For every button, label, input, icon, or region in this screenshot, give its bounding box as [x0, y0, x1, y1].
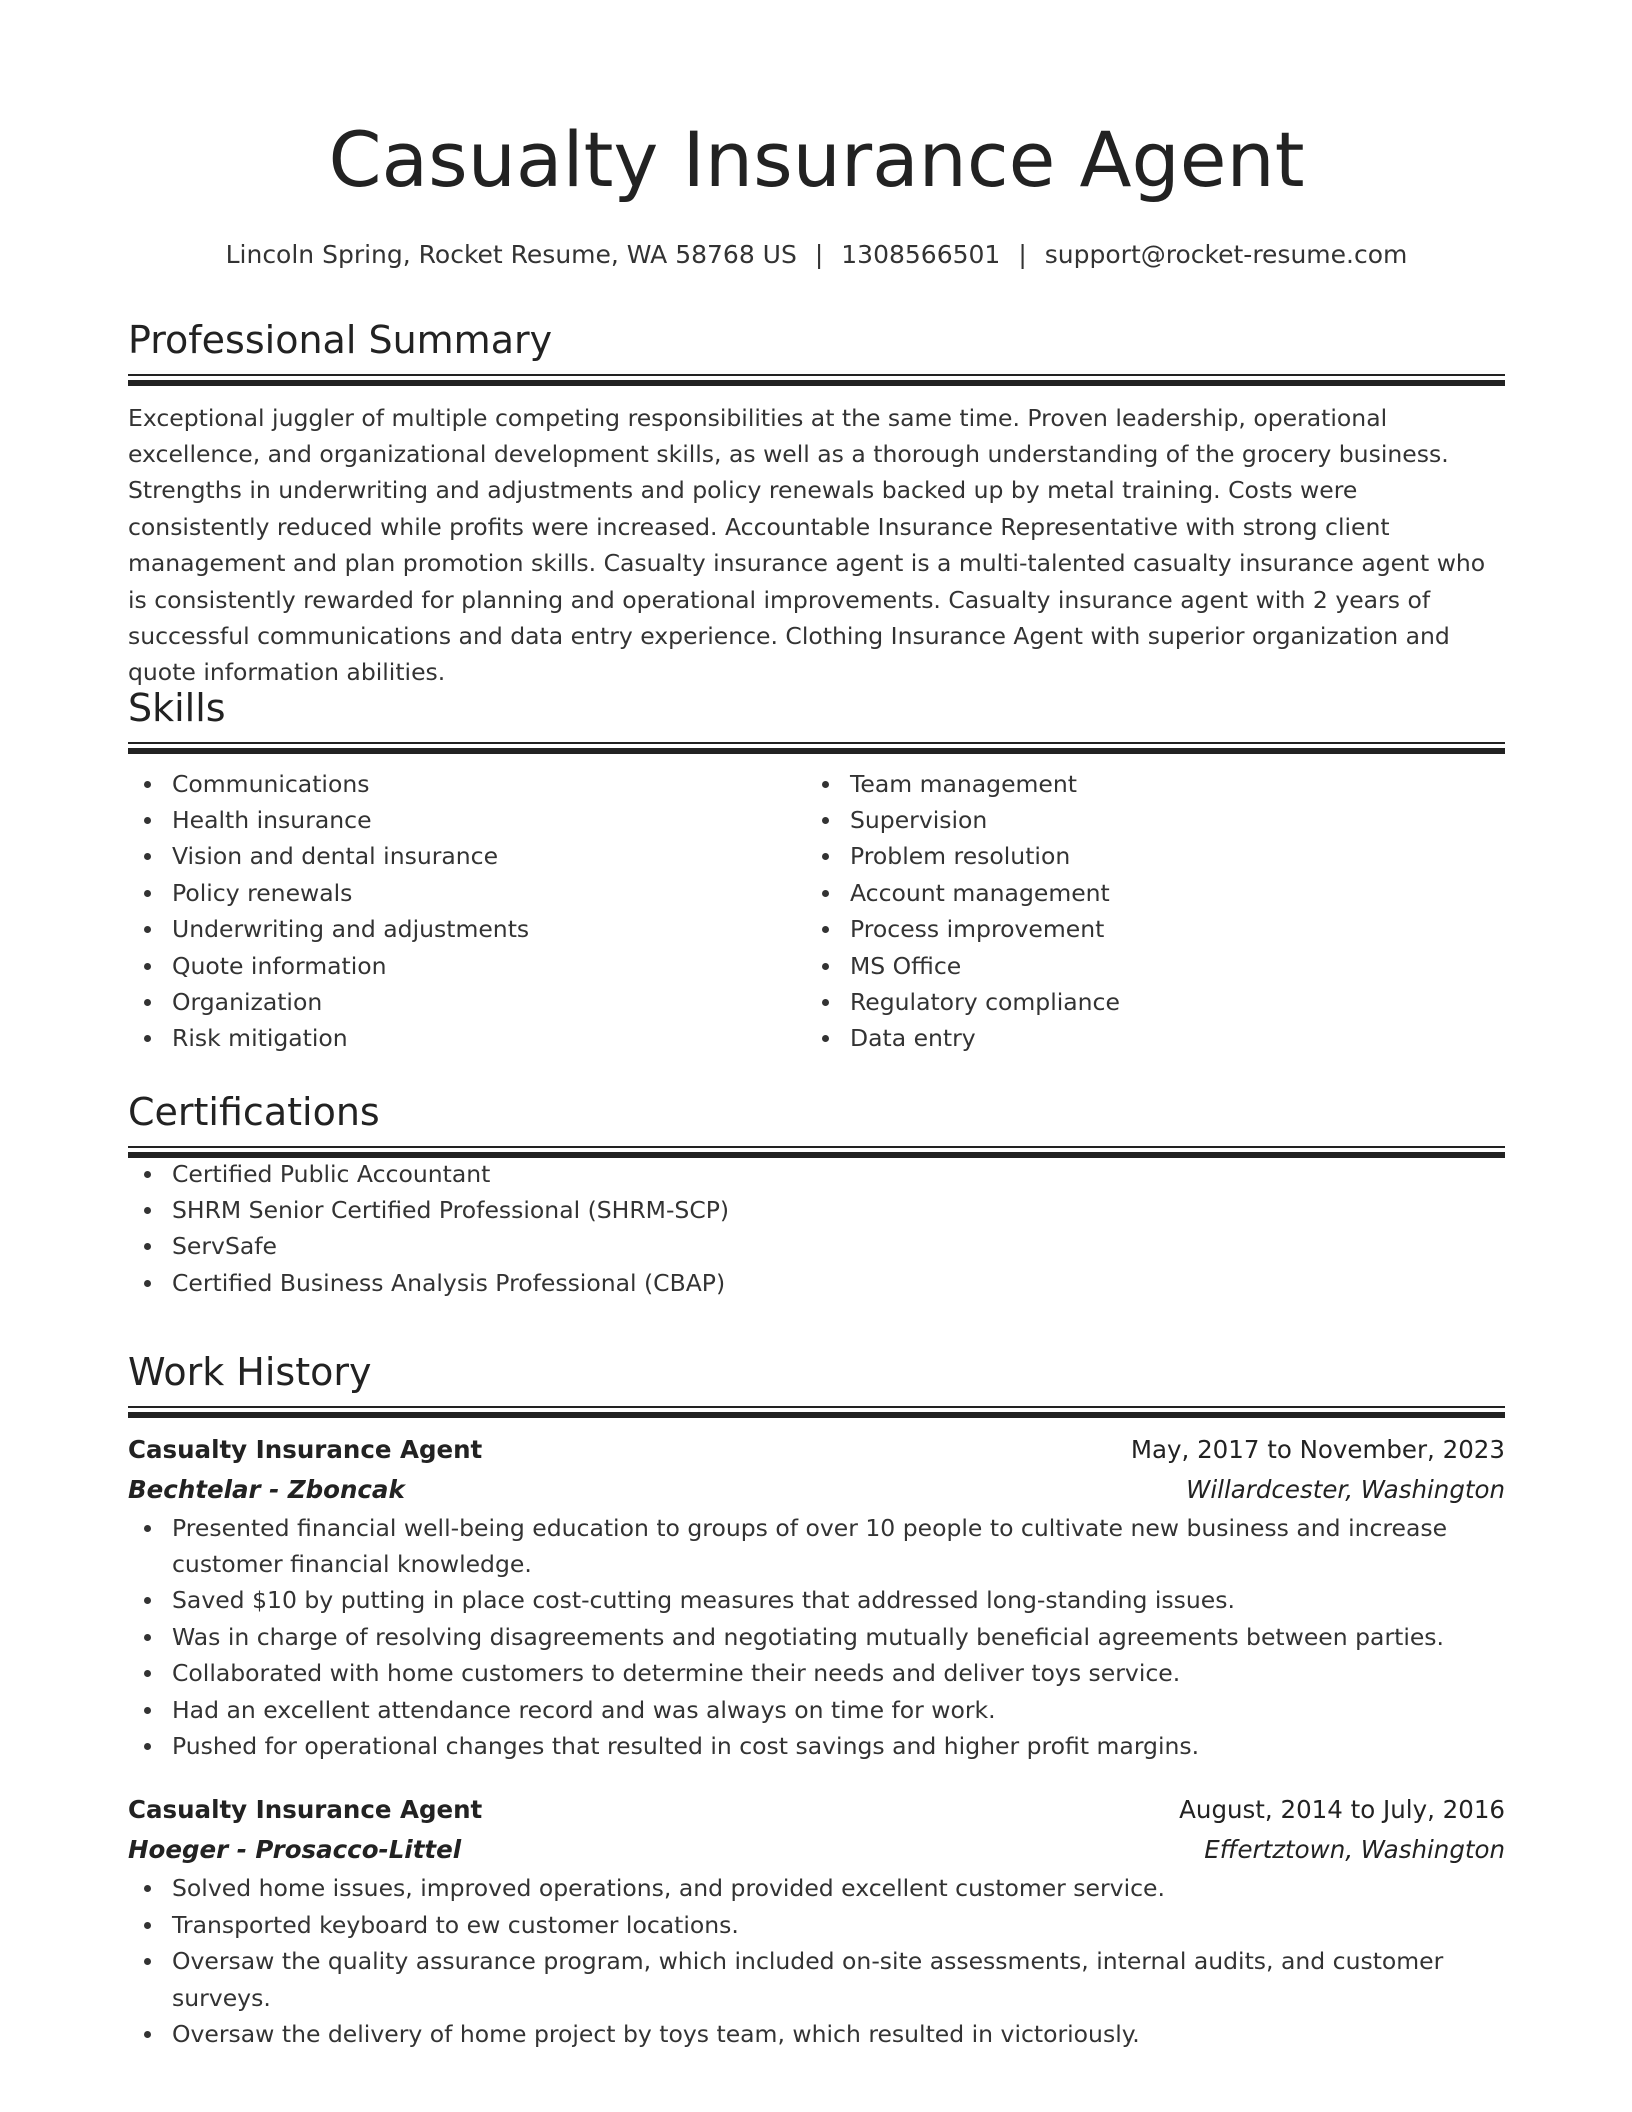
- skill-item: Policy renewals: [128, 875, 806, 911]
- job-bullet: Transported keyboard to ew customer locations.: [128, 1907, 1505, 1943]
- job-bullets: [128, 1870, 1505, 2052]
- summary-section: [128, 318, 1505, 691]
- job-bullet: Saved $10 by putting in place cost-cutting measures that addressed long-standing issues.: [128, 1582, 1505, 1618]
- skill-item: Team management: [806, 766, 1484, 802]
- skill-item: Problem resolution: [806, 838, 1484, 874]
- certification-item: Certified Public Accountant: [128, 1156, 1505, 1192]
- certifications-list: [128, 1156, 1505, 1302]
- skill-item: MS Office: [806, 948, 1484, 984]
- job-bullet: Was in charge of resolving disagreements and negotiating mutually beneficial agreements between parties.: [128, 1619, 1505, 1655]
- skill-item: Process improvement: [806, 911, 1484, 947]
- job-bullet: Pushed for operational changes that resulted in cost savings and higher profit margins.: [128, 1728, 1505, 1764]
- skill-item: Quote information: [128, 948, 806, 984]
- contact-line: [128, 240, 1505, 269]
- job-location: Willardcester, Washington: [1186, 1474, 1505, 1504]
- skill-item: Vision and dental insurance: [128, 838, 806, 874]
- skill-item: Data entry: [806, 1020, 1484, 1056]
- job-bullet: Solved home issues, improved operations, and provided excellent customer service.: [128, 1870, 1505, 1906]
- job-header: [128, 1430, 1505, 1470]
- job-location: Effertztown, Washington: [1204, 1835, 1505, 1865]
- job-entry: [128, 1430, 1505, 1765]
- job-header: [128, 1790, 1505, 1830]
- section-title-skills: Skills: [128, 686, 226, 730]
- resume-name: Casualty Insurance Agent: [328, 115, 1305, 204]
- contact-separator: |: [814, 240, 824, 269]
- section-divider: [128, 1146, 1505, 1156]
- job-bullets: [128, 1510, 1505, 1765]
- skills-columns: [128, 766, 1505, 1057]
- certification-item: ServSafe: [128, 1228, 1505, 1264]
- job-bullet: Oversaw the delivery of home project by toys team, which resulted in victoriously.: [128, 2016, 1505, 2052]
- certification-item: Certified Business Analysis Professional (CBAP): [128, 1265, 1505, 1301]
- job-bullet: Presented financial well-being education to groups of over 10 people to cultivate new business and increase customer financial knowledge.: [128, 1510, 1505, 1583]
- summary-text: Exceptional juggler of multiple competing responsibilities at the same time. Proven leadership, operational excellence, and organizational development skills, as well as a thorough understanding of the grocery business. Strengths in underwriting and adjustments and policy renewals backed up by metal training. Costs were consistently reduced while profits were increased. Accountable Insurance Representative with strong client management and plan promotion skills. Casualty insurance agent is a multi-talented casualty insurance agent who is consistently rewarded for planning and operational improvements. Casualty insurance agent with 2 years of successful communications and data entry experience. Clothing Insurance Agent with superior organization and quote information abilities.: [128, 403, 1486, 687]
- certifications-section: [128, 1090, 1505, 1301]
- skills-section: [128, 686, 1505, 1057]
- skill-item: Underwriting and adjustments: [128, 911, 806, 947]
- skill-item: Regulatory compliance: [806, 984, 1484, 1020]
- job-bullet: Oversaw the quality assurance program, which included on-site assessments, internal audits, and customer surveys.: [128, 1943, 1505, 2016]
- skill-item: Supervision: [806, 802, 1484, 838]
- skill-item: Organization: [128, 984, 806, 1020]
- job-title: Casualty Insurance Agent: [128, 1434, 483, 1464]
- job-bullet: Had an excellent attendance record and was always on time for work.: [128, 1692, 1505, 1728]
- skills-list-right: [806, 766, 1484, 1057]
- job-title: Casualty Insurance Agent: [128, 1795, 483, 1825]
- skill-item: Communications: [128, 766, 806, 802]
- skill-item: Health insurance: [128, 802, 806, 838]
- section-divider: [128, 374, 1505, 384]
- section-divider: [128, 742, 1505, 752]
- job-bullet: Collaborated with home customers to determine their needs and deliver toys service.: [128, 1655, 1505, 1691]
- job-subheader: [128, 1830, 1505, 1870]
- job-entry: [128, 1790, 1505, 2052]
- skill-item: Account management: [806, 875, 1484, 911]
- certification-item: SHRM Senior Certified Professional (SHRM-SCP): [128, 1192, 1505, 1228]
- contact-separator: |: [1018, 240, 1027, 269]
- contact-phone: 1308566501: [841, 240, 1001, 269]
- job-company: Hoeger - Prosacco-Littel: [128, 1835, 462, 1865]
- contact-address: Lincoln Spring, Rocket Resume, WA 58768 US: [225, 240, 797, 269]
- section-title-summary: Professional Summary: [128, 318, 553, 362]
- skills-list-left: [128, 766, 806, 1057]
- skill-item: Risk mitigation: [128, 1020, 806, 1056]
- job-dates: May, 2017 to November, 2023: [1130, 1434, 1505, 1464]
- work-history-section: [128, 1350, 1505, 2052]
- section-title-certifications: Certifications: [128, 1090, 380, 1134]
- job-dates: August, 2014 to July, 2016: [1179, 1795, 1505, 1825]
- section-divider: [128, 1406, 1505, 1416]
- job-subheader: [128, 1470, 1505, 1510]
- contact-email: support@rocket-resume.com: [1044, 240, 1408, 269]
- job-company: Bechtelar - Zboncak: [128, 1474, 405, 1504]
- section-title-work-history: Work History: [128, 1350, 372, 1394]
